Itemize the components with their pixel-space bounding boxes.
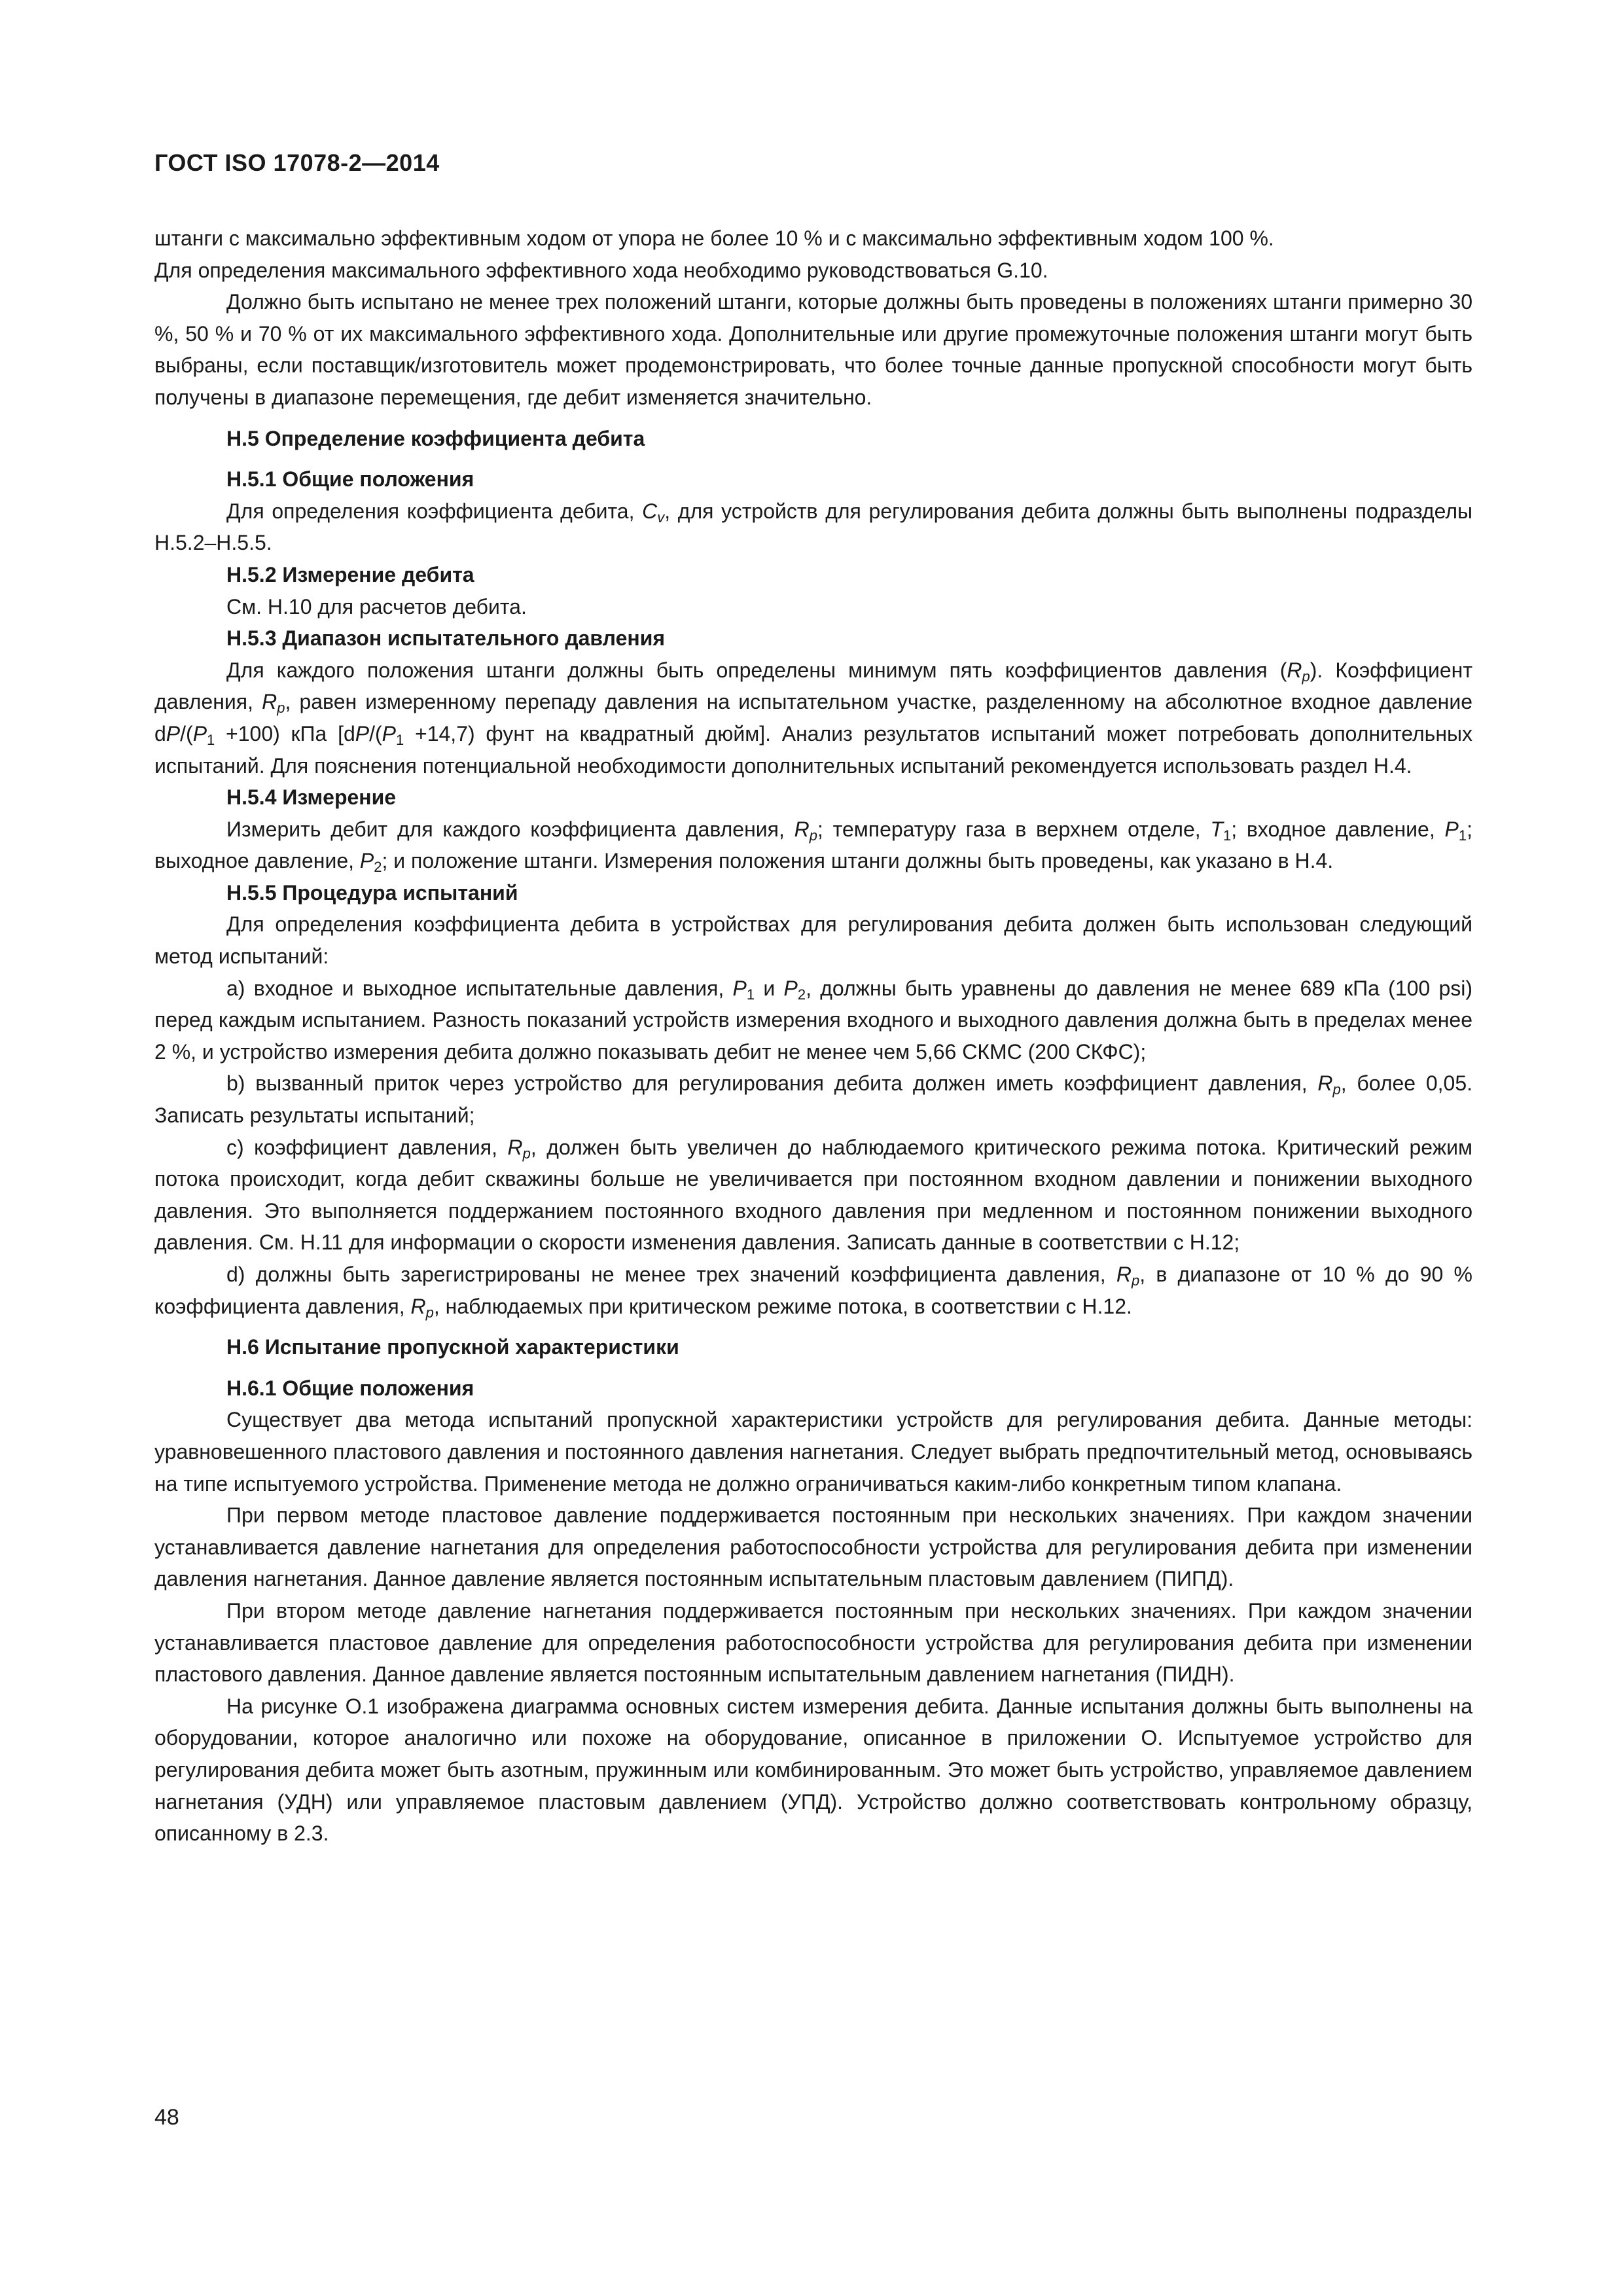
text-run: штанги с максимально эффективным ходом от упора не более 10 % и с максимально эффективным ходом 100 %. <box>154 226 1274 250</box>
paragraph: Для каждого положения штанги должны быть определены минимум пять коэффициентов давления $(R_p)$. Коэффициент давления, $R_p$, равен измеренному перепаду давления на испытательном участке, разделенному на абсолютное входное давление $dP/(P_1 +100)$ кПа [$dP/(P_1 +14,7)$ фунт на квадратный дюйм]. Анализ результатов испытаний может потребовать дополнительных испытаний. Для пояснения потенциальной необходимости дополнительных испытаний рекомендуется использовать раздел H.4. <box>154 658 1473 778</box>
paragraph: При первом методе пластовое давление поддерживается постоянным при нескольких значениях. При каждом значении устанавливается давление нагнетания для определения работоспособности устройства для регулирования дебита при изменении давления нагнетания. Данное давление является постоянным испытательным пластовым давлением (ПИПД). <box>154 1503 1472 1591</box>
list-item-a: a) входное и выходное испытательные давления, $P_1$ и $P_2$, должны быть уравнены до давления не менее 689 кПа (100 psi) перед каждым испытанием. Разность показаний устройств измерения входного и выходного давления должна быть в пределах менее 2 %, и устройство измерения дебита должно показывать дебит не менее чем 5,66 СКМС (200 СКФС); <box>154 976 1473 1064</box>
paragraph: Для определения коэффициента дебита, $C_v$, для устройств для регулирования дебита должны быть выполнены подразделы H.5.2–H.5.5. <box>154 499 1473 555</box>
list-item-d: d) должны быть зарегистрированы не менее трех значений коэффициента давления, $R_p$, в диапазоне от 10 % до 90 % коэффициента давления, $R_p$, наблюдаемых при критическом режиме потока, в соответствии с H.12. <box>154 1263 1473 1321</box>
standard-header: ГОСТ ISO 17078-2—2014 <box>154 149 440 176</box>
section-heading-h6: H.6 Испытание пропускной характеристики <box>226 1335 679 1359</box>
paragraph: См. H.10 для расчетов дебита. <box>226 594 527 619</box>
paragraph: Измерить дебит для каждого коэффициента давления, $R_p$; температуру газа в верхнем отделе, $T_1$; входное давление, $P_1$; выходное давление, $P_2$; и положение штанги. Измерения положения штанги должны быть проведены, как указано в H.4. <box>154 817 1473 876</box>
section-heading-h52: H.5.2 Измерение дебита <box>226 562 474 586</box>
text-run: Для определения максимального эффективного хода необходимо руководствоваться G.10. <box>154 258 1048 282</box>
section-heading-h51: H.5.1 Общие положения <box>226 467 474 492</box>
section-heading-h54: H.5.4 Измерение <box>226 785 397 810</box>
section-heading-h61: H.6.1 Общие положения <box>226 1376 474 1400</box>
page-number: 48 <box>154 2105 179 2130</box>
paragraph <box>154 223 1472 286</box>
paragraph: Существует два метода испытаний пропускной характеристики устройств для регулирования дебита. Данные методы: уравновешенного пластового давления и постоянного давления нагнетания. Следует выбрать предпочтительный метод, основываясь на типе испытуемого устройства. Применение метода не должно ограничиваться каким-либо конкретным типом клапана. <box>154 1408 1472 1496</box>
list-item-c: c) коэффициент давления, $R_p$, должен быть увеличен до наблюдаемого критического режима потока. Критический режим потока происходит, когда дебит скважины больше не увеличивается при постоянном входном давлении и понижении выходного давления. Это выполняется поддержанием постоянного входного давления при медленном и постоянном понижении выходного давления. См. H.11 для информации о скорости изменения давления. Записать данные в соответствии с H.12; <box>154 1135 1473 1255</box>
paragraph: Должно быть испытано не менее трех положений штанги, которые должны быть проведены в положениях штанги примерно 30 %, 50 % и 70 % от их максимального эффективного хода. Дополнительные или другие промежуточные положения штанги могут быть выбраны, если поставщик/изготовитель может продемонстрировать, что более точные данные пропускной способности могут быть получены в диапазоне перемещения, где дебит изменяется значительно. <box>154 290 1472 409</box>
section-heading-h55: H.5.5 Процедура испытаний <box>226 880 518 905</box>
paragraph: Для определения коэффициента дебита в устройствах для регулирования дебита должен быть использован следующий метод испытаний: <box>154 912 1472 969</box>
paragraph: На рисунке O.1 изображена диаграмма основных систем измерения дебита. Данные испытания должны быть выполнены на оборудовании, которое аналогично или похоже на оборудование, описанное в приложении O. Испытуемое устройство для регулирования дебита может быть азотным, пружинным или комбинированным. Это может быть устройство, управляемое давлением нагнетания (УДН) или управляемое пластовым давлением (УПД). Устройство должно соответствовать контрольному образцу, описанному в 2.3. <box>154 1694 1472 1846</box>
list-item-b: b) вызванный приток через устройство для регулирования дебита должен иметь коэффициент давления, $R_p$, более 0,05. Записать результаты испытаний; <box>154 1071 1473 1128</box>
body-text <box>154 223 1472 1850</box>
section-heading-h5: H.5 Определение коэффициента дебита <box>226 426 645 450</box>
section-heading-h53: H.5.3 Диапазон испытательного давления <box>226 626 666 651</box>
paragraph: При втором методе давление нагнетания поддерживается постоянным при нескольких значениях. При каждом значении устанавливается пластовое давление для определения работоспособности устройства для регулирования дебита при изменении пластового давления. Данное давление является постоянным испытательным давлением нагнетания (ПИДН). <box>154 1598 1472 1687</box>
